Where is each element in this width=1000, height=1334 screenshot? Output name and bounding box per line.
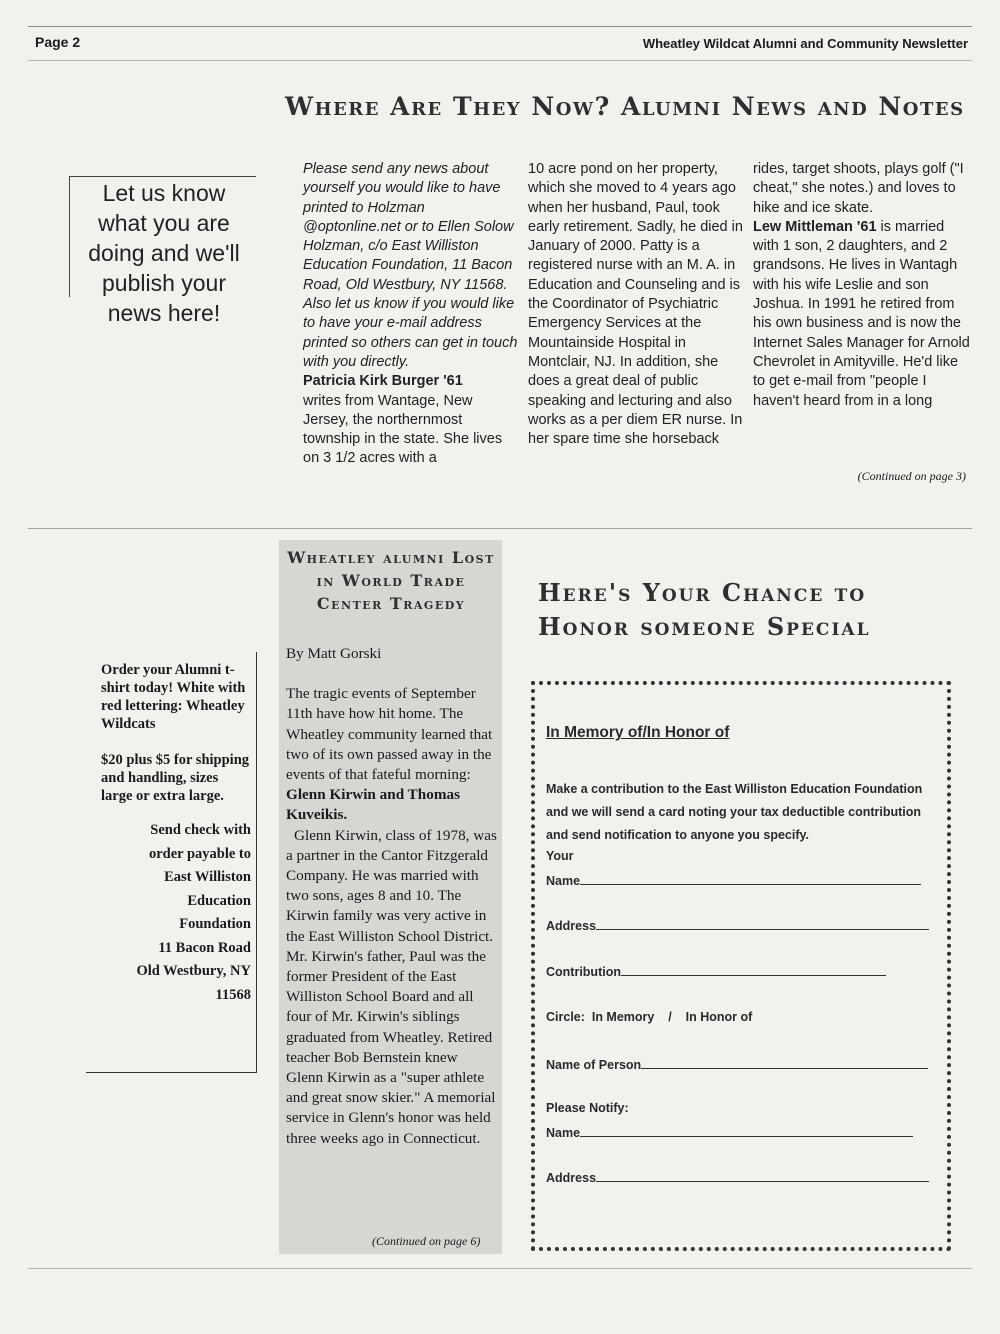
address-line: Education [187,892,251,909]
address-line: 11568 [215,986,251,1003]
submission-note: Please send any news about yourself you would like to have printed to Holzman @optonline.net or to Ellen Solow Holzman, c/o East Williston Education Foundation, 11 Bacon Road, Old Westbury, NY 11568. Also let us know if you would like to have your e-mail address printed so others can get in touch with you directly. [303,161,518,370]
wtc-victim-names: Glenn Kirwin and Thomas Kuveikis. [286,786,461,824]
section-rule [28,528,972,529]
notify-name-label: Name [546,1126,581,1140]
tshirt-price: $20 plus $5 for shipping and handling, sizes large or extra large. [101,752,250,804]
honor-heading [538,576,871,644]
news-column-2 [528,160,745,449]
bottom-rule [28,1268,972,1269]
tshirt-offer: Order your Alumni t-shirt today! White with red lettering: Wheatley Wildcats [101,662,246,732]
burger-hobbies-text: rides, target shoots, plays golf ("I cheat," she notes.) and loves to hike and ice skate. [753,161,964,216]
wtc-byline: By Matt Gorski [286,645,382,662]
wtc-paragraph-2: Glenn Kirwin, class of 1978, was a partner in the Cantor Fitzgerald Company. He was married with two sons, ages 8 and 10. The Kirwin family was very active in the East Williston School District. Mr. Kirwin's father, Paul was the former President of the East Williston School Board and all four of Mr. Kirwin's siblings graduated from Wheatley. Retired teacher Bob Bernstein knew Glenn Kirwin as a "super athlete and great snow skier." A memorial service in Glenn's honor was held three weeks ago in Connecticut. [286,826,497,1147]
mittleman-text: is married with 1 son, 2 daughters, and 2 grandsons. He lives in Wantagh with his wife Leslie and son Joshua. In 1991 he retired from his own business and is now the Internet Sales Manager for Arnold Chevrolet in Amityville. He'd like to get e-mail from "people I haven't heard from in a long [753,218,970,409]
page-number: Page 2 [35,34,81,50]
notify-name-line[interactable] [580,1124,913,1137]
contribution-label: Contribution [546,965,621,979]
address-line: order payable to [148,845,251,862]
address-line: Foundation [179,916,251,932]
notify-address-line[interactable] [596,1169,929,1182]
news-column-3 [753,160,970,411]
header-rule [28,60,972,61]
circle-choice[interactable]: Circle: In Memory / In Honor of [546,1010,753,1024]
honor-heading-line-1: Here's Your Chance to [538,578,867,607]
name-of-person-line[interactable] [641,1056,928,1069]
tshirt-order-box [101,661,251,1007]
your-name-field[interactable] [546,872,921,888]
contribution-line[interactable] [621,963,886,976]
name-line[interactable] [580,872,921,885]
wtc-article-body [286,644,498,1149]
contribution-field[interactable] [546,963,886,979]
address-line: Old Westbury, NY [136,963,251,979]
your-address-field[interactable] [546,917,929,933]
address-line: 11 Bacon Road [158,939,251,956]
burger-text: writes from Wantage, New Jersey, the northernmost township in the state. She lives on 3 1/2 acres with a [303,392,503,467]
newsletter-title: Wheatley Wildcat Alumni and Community Newsletter [642,36,968,51]
name-of-person-label: Name of Person [546,1058,642,1072]
address-line: Send check with [150,822,251,838]
callout-text: Let us know what you are doing and we'll publish your news here! [88,180,240,326]
continued-page-6: (Continued on page 6) [372,1234,481,1248]
wtc-article-title: Wheatley alumni Lost in World Trade Center Tragedy [287,548,495,613]
burger-continued-text: 10 acre pond on her property, which she moved to 4 years ago when her husband, Paul, took early retirement. Sadly, he died in January of 2000. Patty is a registered nurse with an M. A. in Education and Counseling and is the Coordinator of Psychiatric Emergency Services at the Mountainside Hospital in Montclair, NJ. In addition, she does a great deal of public speaking and lecturing and also works as a per diem ER nurse. In her spare time she horseback [528,161,743,448]
form-title: In Memory of/In Honor of [546,724,730,741]
name-of-person-field[interactable] [546,1056,928,1072]
form-instructions: Make a contribution to the East Williston Education Foundation and we will send a card noting your tax deductible contribution and send notification to anyone you specify. [546,782,923,842]
alumni-name-mittleman: Lew Mittleman '61 [753,218,877,235]
continued-page-3: (Continued on page 3) [857,469,966,483]
address-line: East Williston [164,869,251,885]
notify-address-label: Address [546,1171,597,1185]
notify-name-field[interactable] [546,1124,913,1140]
mailing-address [101,819,251,1007]
please-notify-label: Please Notify: [546,1101,629,1115]
top-rule [28,26,972,27]
alumni-name-burger: Patricia Kirk Burger '61 [303,373,463,390]
your-label: Your [546,849,574,863]
address-line[interactable] [596,917,929,930]
address-label: Address [546,919,597,933]
news-column-1 [303,160,521,469]
notify-address-field[interactable] [546,1169,929,1185]
wtc-paragraph-1: The tragic events of September 11th have how hit home. The Wheatley community learned that two of its own passed away in the events of that fateful morning: [286,685,493,784]
honor-heading-line-2: Honor someone Special [538,612,871,641]
page-headline: Where Are They Now? Alumni News and Notes [285,92,965,121]
name-label: Name [546,874,581,888]
